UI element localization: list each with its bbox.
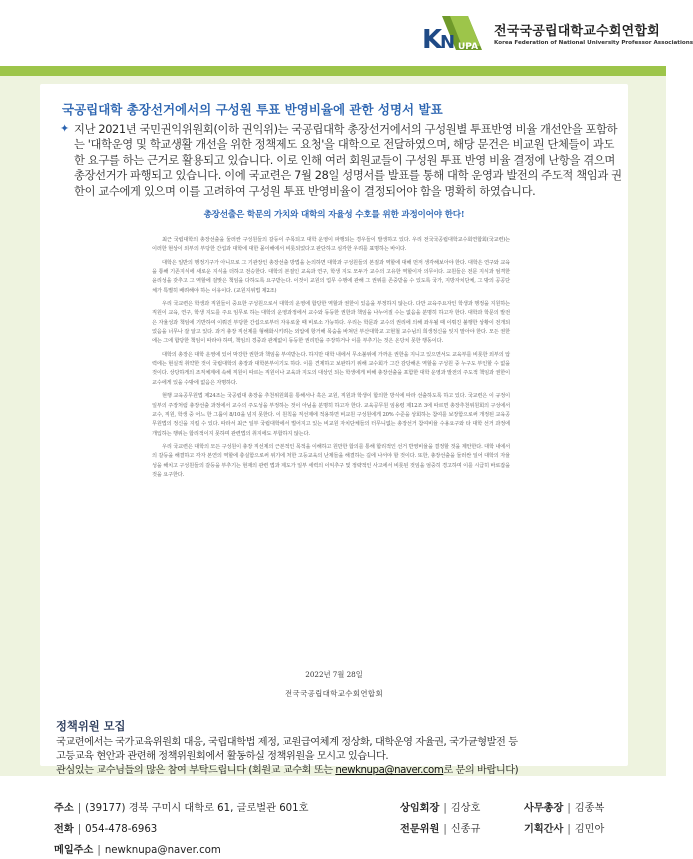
email-label: 메일주소	[54, 845, 94, 856]
phone-label: 전화	[54, 824, 74, 835]
footer-phone: 전화 | 054-478-6963	[54, 824, 158, 835]
recruitment-line-start: 관심있는 교수님들의 많은 참여 부탁드립니다 (회원교 교수회 또는	[56, 765, 336, 777]
address-label: 주소	[54, 803, 74, 814]
footer-secretary: 사무총장 | 김종복	[524, 803, 605, 814]
statement-paragraph: 우리 국교련은 학생과 직원들이 중요한 구성원으로서 대학의 운영에 합당한 역할과 권한이 있음을 부정하지 않는다. 다만 교육주요자인 학생과 행정을 지원하는 직원이 교육, 연구, 학생 지도를 주요 임무로 하는 대학의 운영과정에서 교수와 동등한 권한과 책임을 나누어질 수는 없음을 분명히 하고자 한다. 대학과 학문의 발전은 자율성과 책임에 기반하여 이뤄진 부당한 간섭으로부터 자유로울 때 비로소 가능하다. 우리는 학문과 교수의 권리에 의해 좌우될 때 이뤄진 불행한 상황이 전개되었음을 너무나 잘 알고 있다. 과거 총장 직선제를 형해화시키려는 외압에 항거해 목숨을 바쳐던 부산대학교 고현철 교수님의 희생정신을 잊지 말아야 한다. 모든 권한에는 그에 합당한 책임이 따라야 하며, 책임의 경중과 관계없이 동등한 권리만을 주장하거나 이를 부추기는 것은 온당치 못한 행동이다.	[152, 301, 510, 345]
statement-date: 2022년 7월 28일	[305, 670, 363, 679]
statement-paragraph: 대학은 일반의 행정기구가 아니므로 그 기관장인 총장선출 방법을 논의하면 대학과 구성원들의 본질과 역할에 대해 먼저 생각해보아야 한다. 대학은 연구와 교육을 통해 기존지식에 새로운 지식을 더하고 전승한다. 대학의 본질인 교육과 연구, 학생 지도 모두가 교수의 고유한 역할이자 의무이다. 교원들은 전문 지식과 엄격한 윤리성을 갖추고 그 역할에 걸맞은 책임을 다하도록 요구받는다. 이것이 교원의 업무 수행에 관해 그 권위를 존중받을 수 있도록 국가, 지방자치단체, 그 밖의 공공단체가 특별히 배려해야 하는 이유이다. (교원지위법 제2조)	[152, 259, 510, 294]
diamond-plus-icon: ✦	[60, 122, 70, 135]
secretary-value: 김종복	[574, 803, 605, 814]
knupa-logo-icon	[420, 12, 488, 55]
statement-body	[152, 236, 510, 484]
footer-address: 주소 | (39177) 경북 구미시 대학로 61, 글로벌관 601호	[54, 803, 309, 814]
main-content-area	[0, 76, 666, 776]
email-link[interactable]: newknupa@naver.com	[335, 765, 444, 777]
recruitment-line: 국교련에서는 국가교육위원회 대응, 국립대학법 제정, 교원급여체계 정상화, 대학운영 자율권, 국가균형발전 등	[56, 737, 518, 748]
recruitment-section	[40, 714, 628, 778]
org-name-korean: 전국국공립대학교수회연합회	[494, 24, 660, 39]
planner-label: 기획간사	[524, 824, 564, 835]
statement-paragraph: 최근 국립대학의 총장선출을 둘러싼 구성원들의 갈등이 주목되고 대학 운영이 파행되는 경우들이 발생하고 있다. 우리 전국국공립대학교수회연합회(국교련)는 이러한 현상이 외부의 부당한 간섭과 대학에 대한 몰이해에서 비롯되었다고 판단하고 심각한 우려를 표명하는 바이다.	[152, 237, 510, 253]
planner-value: 김민아	[574, 824, 605, 835]
address-value: (39177) 경북 구미시 대학로 61, 글로벌관 601호	[85, 803, 309, 814]
article-card	[40, 84, 628, 766]
footer-president: 상임회장 | 김상호	[400, 803, 481, 814]
svg-text:N: N	[440, 32, 456, 53]
statement-title: 총장선출은 학문의 가치와 대학의 자율성 수호를 위한 과정이어야 한다!	[203, 210, 465, 220]
email-value[interactable]: newknupa@naver.com	[104, 845, 221, 856]
footer	[0, 789, 666, 859]
org-logo[interactable]	[420, 10, 693, 58]
article-summary: 지난 2021년 국민권익위원회(이하 권익위)는 국공립대학 총장선거에서의 구성원별 투표반영 비율 개선안을 포함하는 '대학운영 및 학교생활 개선을 위한 정책제도 요청'을 대학으로 전달하였으며, 해당 문건은 비교원 단체들이 과도한 요구를 하는 근거로 활용되고 있습니다. 이로 인해 여러 회원교들이 구성원 투표 반영 비율 결정에 난항을 겪으며 총장선거가 파행되고 있습니다. 이에 국교련은 7월 28일 성명서를 발표를 통해 대학 운영과 발전의 주도적 책임과 권한이 교수에게 있으며 이를 고려하여 구성원 투표 반영비율이 결정되어야 함을 명확히 하였습니다.	[74, 123, 622, 198]
org-name-english: Korea Federation of National University Professor Associations	[494, 40, 693, 46]
svg-text:K: K	[422, 25, 443, 55]
phone-value: 054-478-6963	[85, 824, 158, 835]
expert-label: 전문위원	[400, 824, 440, 835]
svg-text:UPA: UPA	[458, 42, 479, 52]
recruitment-title: 정책위원 모집	[56, 720, 126, 733]
secretary-label: 사무총장	[524, 803, 564, 814]
footer-expert: 전문위원 | 신종규	[400, 824, 481, 835]
footer-email: 메일주소 | newknupa@naver.com	[54, 845, 221, 856]
president-value: 김상호	[450, 803, 481, 814]
accent-bar	[0, 66, 666, 76]
recruitment-line: 고등교육 현안과 관련해 정책위원회에서 활동하실 정책위원을 모시고 있습니다.	[56, 751, 389, 763]
president-label: 상임회장	[400, 803, 440, 814]
expert-value: 신종규	[450, 824, 481, 835]
footer-planner: 기획간사 | 김민아	[524, 824, 605, 835]
header	[0, 0, 693, 66]
statement-signer: 전국국공립대학교수회연합회	[284, 689, 383, 698]
statement-paragraph: 대학의 총장은 대학 운영에 있어 막강한 권한과 책임을 부여받는다. 하지만 대학 내에서 무소불위에 가까운 권한을 지니고 있으면서도 교육부를 비롯한 외부의 압력에는 현실적 취약한 것이 국립대학의 총장과 대학본부이기도 하다. 이를 견제하고 보완하기 위해 교수회가 그간 감당해온 역할을 구성원 중 누구도 부인할 수 없을 것이다. 상당하게의 조직체계에 속해 직원이 따르는 직원이나 교육과 지도의 대상인 되는 학생에게 비해 총장선출을 포함한 대학 운영과 발전의 주도적 책임과 권한이 교수에게 있을 수밖에 없음은 자명하다.	[152, 351, 510, 386]
recruitment-line-end: 로 문의 바랍니다)	[443, 765, 519, 777]
article-title: 국공립대학 총장선거에서의 구성원 투표 반영비율에 관한 성명서 발표	[62, 102, 443, 117]
statement-paragraph: 우리 국교련은 대학의 모든 구성원이 총장 직선제의 근본적인 목적을 이해하고 원만한 합의를 통해 합리적인 선거 반영비율을 결정할 것을 제안한다. 대학 내에서의 갈등을 해결하고 각자 본연의 역할에 충실함으로써 위기에 처한 고등교육의 난제들을 해결하는 길에 나서야 할 것이다. 또한, 총장선출을 둘러싼 일어 대학의 자율성을 해치고 구성원들의 갈등을 부추기는 현재의 관련 법과 제도가 일부 세력의 이익추구 및 정략적인 사고에서 비롯된 것임을 엄중히 경고하며 이를 시급히 바로잡을 것을 요구한다.	[152, 443, 510, 478]
recruitment-line	[56, 764, 626, 778]
statement-paragraph: 현행 교육공무원법 제24조는 국공립대 총장을 추천위원회를 통해서나 혹은 교원, 직원과 학생이 합의한 방식에 따라 선출하도록 하고 있다. 국교련은 이 규정이 일부의 주장처럼 총장선출 과정에서 교수의 주도성을 부정하는 것이 아님을 분명히 하고자 한다. 교육공무원 임용령 제12조 3에 따르면 총장추천위원회의 구성에서 교수, 직원, 학생 중 어느 한 그룹이 8/10을 넘지 못한다. 이 원칙을 직선제에 적용하면 비교원 구성원에게 20% 수준을 상회하는 참여를 보장함으로써 개정된 교육공무원법의 정신을 지킬 수 있다. 따라서 최근 일부 국립대학에서 벌어지고 있는 비교원 자치단체들의 터무니없는 총장선거 참여비율 수용요구와 타 대학 선거 과정에 개입하는 행위는 합리적이지 못하며 관련법의 취지에도 부합하지 않는다.	[152, 393, 510, 437]
recruitment-text	[56, 736, 626, 779]
